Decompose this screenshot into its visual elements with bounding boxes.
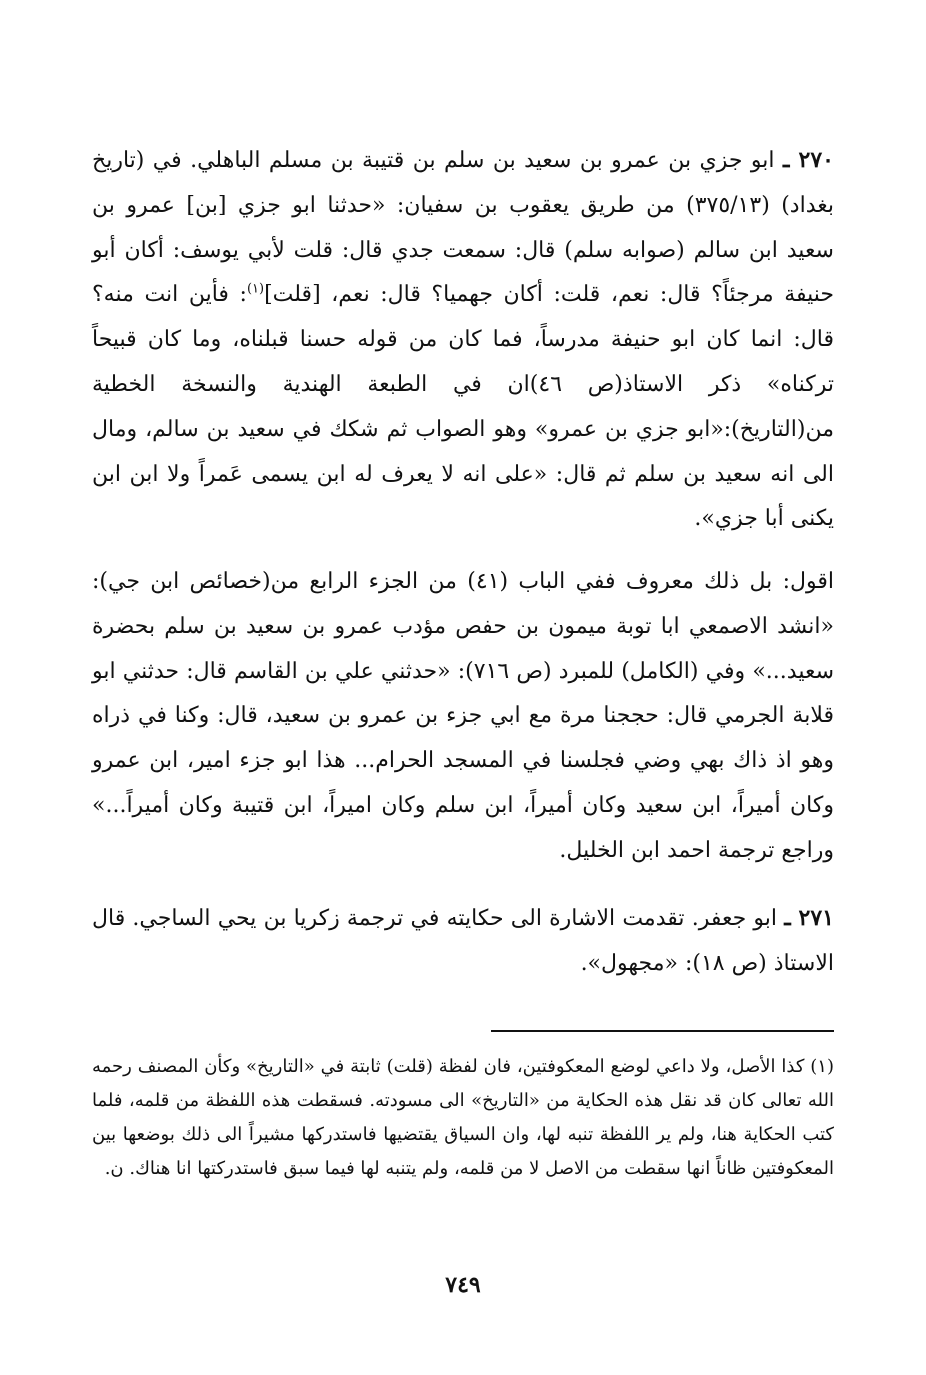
- entry-270: [92, 138, 834, 542]
- entry-text-continued: : فأين انت منه؟ قال: انما كان ابو حنيفة مدرساً، فما كان من قوله حسنا قبلناه، وما كان قبيحاً تركناه» ذكر الاستاذ(ص ٤٦)ان في الطبعة الهندية والنسخة الخطية من(التاريخ):«ابو جزي بن عمرو» وهو الصواب ثم شكك في سعيد بن سالم، ومال الى انه سعيد بن سلم ثم قال: «على انه لا يعرف له ابن يسمى عَمراً ولا ابن ابن يكنى أبا جزي».: [92, 282, 834, 532]
- entry-number: ٢٧١ ـ: [784, 905, 834, 931]
- entry-271-paragraph: [92, 896, 834, 987]
- commentary-paragraph: [92, 560, 834, 874]
- entry-270-paragraph: [92, 138, 834, 542]
- commentary-text: اقول: بل ذلك معروف ففي الباب (٤١) من الجزء الرابع من(خصائص ابن جي): «انشد الاصمعي ابا توبة ميمون بن حفص مؤدب عمرو بن سعيد بن سلم بحضرة سعيد...» وفي (الكامل) للمبرد (ص ٧١٦): «حدثني علي بن القاسم قال: حدثني ابو قلابة الجرمي قال: حججنا مرة مع ابي جزء بن عمرو بن سعيد، قال: وكنا في ذراه وهو اذ ذاك بهي وضي فجلسنا في المسجد الحرام... هذا ابو جزء امير، ابن عمرو وكان أميراً، ابن سعيد وكان أميراً، ابن سلم وكان اميراً، ابن قتيبة وكان أميراً...» وراجع ترجمة احمد ابن الخليل.: [92, 569, 834, 863]
- footnote: [92, 1050, 834, 1186]
- footnote-reference[interactable]: (١): [246, 282, 265, 298]
- entry-text: ابو جزي بن عمرو بن سعيد بن سلم بن قتيبة بن مسلم الباهلي. في (تاريخ بغداد) (٣٧٥/١٣) من طريق يعقوب بن سفيان: «حدثنا ابو جزي [بن] عمرو بن سعيد ابن سالم (صوابه سلم) قال: سمعت جدي قال: قلت لأبي يوسف: أكان أبو حنيفة مرجئاً؟ قال: نعم، قلت: أكان جهميا؟ قال: نعم، [قلت]: [92, 148, 835, 308]
- entry-271: [92, 896, 834, 987]
- entry-text: ابو جعفر. تقدمت الاشارة الى حكايته في ترجمة زكريا بن يحي الساجي. قال الاستاذ (ص ١٨): «مجهول».: [92, 906, 834, 976]
- page-number: ٧٤٩: [445, 1272, 481, 1298]
- entry-number: ٢٧٠ ـ: [782, 147, 834, 173]
- footnote-text: (١) كذا الأصل، ولا داعي لوضع المعكوفتين، فان لفظة (قلت) ثابتة في «التاريخ» وكأن المصنف رحمه الله تعالى كان قد نقل هذه الحكاية من «التاريخ» الى مسودته. فسقطت هذه اللفظة من قلمه، فلما كتب الحكاية هنا، ولم ير اللفظة تنبه لها، وان السياق يقتضيها فاستدركها مشيراً الى ذلك بوضعها بين المعكوفتين ظاناً انها سقطت من الاصل لا من قلمه، ولم يتنبه لها فيما سبق فاستدركتها انا هناك. ن.: [92, 1056, 834, 1179]
- footnote-divider: [491, 1030, 834, 1032]
